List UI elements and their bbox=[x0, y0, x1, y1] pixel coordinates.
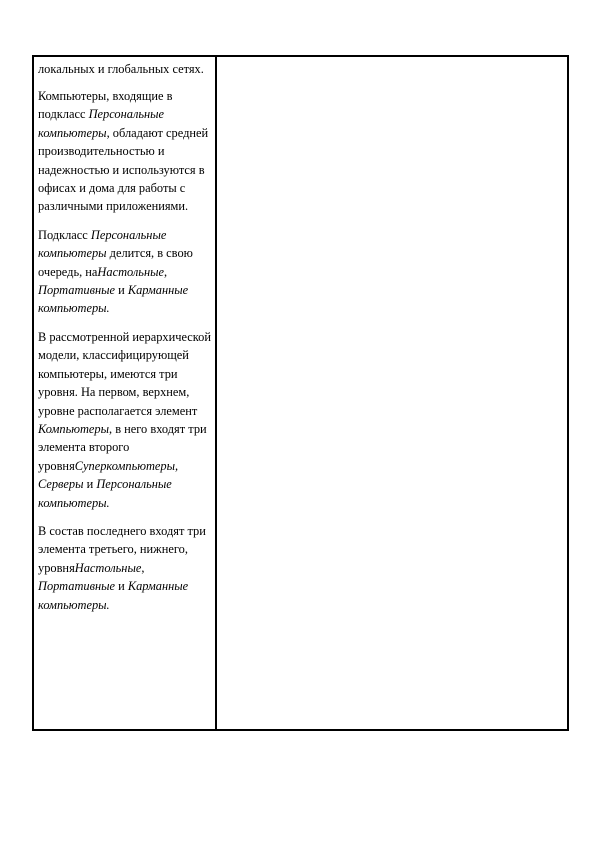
text-segment: Подкласс bbox=[38, 227, 91, 242]
right-empty-cell bbox=[216, 56, 568, 730]
paragraph-list bbox=[34, 57, 215, 614]
text-segment: В состав последнего входят три элемента третьего, нижнего, уровня bbox=[38, 523, 206, 575]
text-segment: , bbox=[141, 560, 145, 575]
paragraph bbox=[38, 328, 212, 512]
text-segment: Компьютеры, входящие в подкласс bbox=[38, 89, 173, 122]
text-segment: и bbox=[115, 283, 128, 298]
text-segment: , обладают средней производительностью и надежностью и используются в офисах и дома для работы с различными приложениями. bbox=[38, 125, 209, 214]
text-segment: и bbox=[115, 579, 128, 594]
table-row bbox=[33, 56, 568, 730]
paragraph bbox=[38, 61, 212, 77]
paragraph bbox=[38, 226, 212, 318]
paragraph bbox=[38, 87, 212, 216]
italic-term: Суперкомпьютеры, Серверы bbox=[38, 458, 179, 492]
document-table bbox=[32, 55, 569, 731]
text-segment: В рассмотренной иерархической модели, классифицирующей компьютеры, имеются три уровня. На первом, верхнем, уровне располагается элемент bbox=[38, 329, 211, 418]
italic-term: Персональные компьютеры bbox=[38, 227, 167, 261]
text-segment: локальных и глобальных сетях. bbox=[38, 62, 204, 76]
italic-term: Настольные bbox=[97, 264, 164, 279]
paragraph bbox=[38, 522, 212, 614]
italic-term: Карманные компьютеры. bbox=[38, 283, 189, 316]
italic-term: Персональные компьютеры. bbox=[38, 477, 172, 510]
italic-term: Портативные bbox=[38, 579, 116, 594]
italic-term: Настольные bbox=[74, 560, 142, 575]
text-segment: , в него входят три элемента второго уровня bbox=[38, 421, 207, 473]
italic-term: Карманные компьютеры. bbox=[38, 579, 189, 612]
text-segment: и bbox=[83, 477, 97, 492]
left-text-cell bbox=[33, 56, 216, 730]
italic-term: Персональные компьютеры bbox=[38, 107, 165, 140]
italic-term: Портативные bbox=[38, 283, 116, 298]
text-segment: , bbox=[163, 264, 168, 279]
italic-term: Компьютеры bbox=[38, 421, 109, 436]
text-segment: делится, в свою очередь, на bbox=[38, 246, 193, 279]
